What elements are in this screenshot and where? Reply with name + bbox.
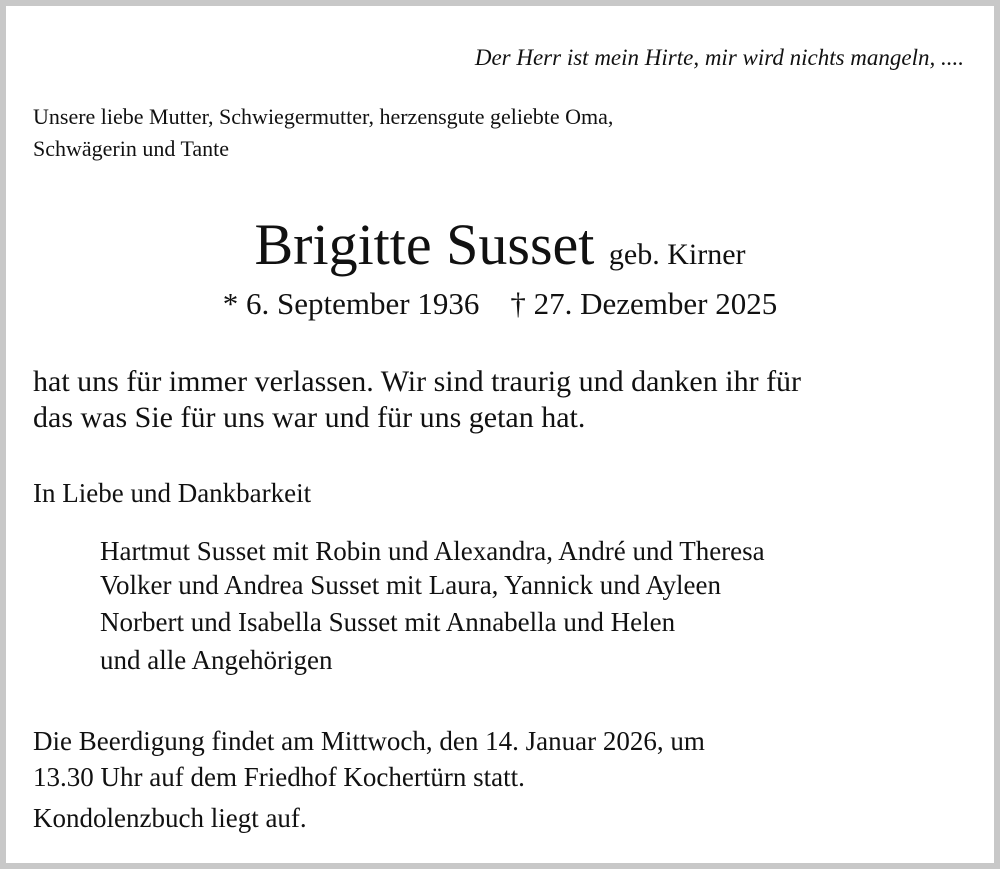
message-line-2: das was Sie für uns war und für uns getan hat.	[33, 401, 586, 434]
deceased-name: Brigitte Susset	[254, 212, 595, 277]
mourner-line: Norbert und Isabella Susset mit Annabella und Helen	[100, 607, 676, 637]
funeral-line-2: 13.30 Uhr auf dem Friedhof Kochertürn statt.	[33, 762, 525, 792]
birth-date: * 6. September 1936	[222, 286, 480, 321]
birth-name: geb. Kirner	[608, 238, 746, 271]
mourner-line: Volker und Andrea Susset mit Laura, Yannick und Ayleen	[100, 570, 721, 600]
death-date: † 27. Dezember 2025	[510, 286, 778, 321]
life-dates	[6, 285, 994, 322]
obituary-notice	[6, 6, 994, 863]
mourner-line: Hartmut Susset mit Robin und Alexandra, André und Theresa	[100, 536, 765, 566]
closing: In Liebe und Dankbarkeit	[33, 478, 312, 508]
deceased-name-line	[6, 210, 994, 280]
message-line-1: hat uns für immer verlassen. Wir sind traurig und danken ihr für	[33, 365, 802, 398]
intro-line-1: Unsere liebe Mutter, Schwiegermutter, herzensgute geliebte Oma,	[33, 104, 614, 129]
mourner-line: und alle Angehörigen	[100, 645, 333, 675]
intro-line-2: Schwägerin und Tante	[33, 136, 230, 161]
funeral-line-1: Die Beerdigung findet am Mittwoch, den 14. Januar 2026, um	[33, 726, 705, 756]
funeral-line-3: Kondolenzbuch liegt auf.	[33, 803, 307, 833]
bible-quote: Der Herr ist mein Hirte, mir wird nichts mangeln, ....	[474, 45, 964, 70]
